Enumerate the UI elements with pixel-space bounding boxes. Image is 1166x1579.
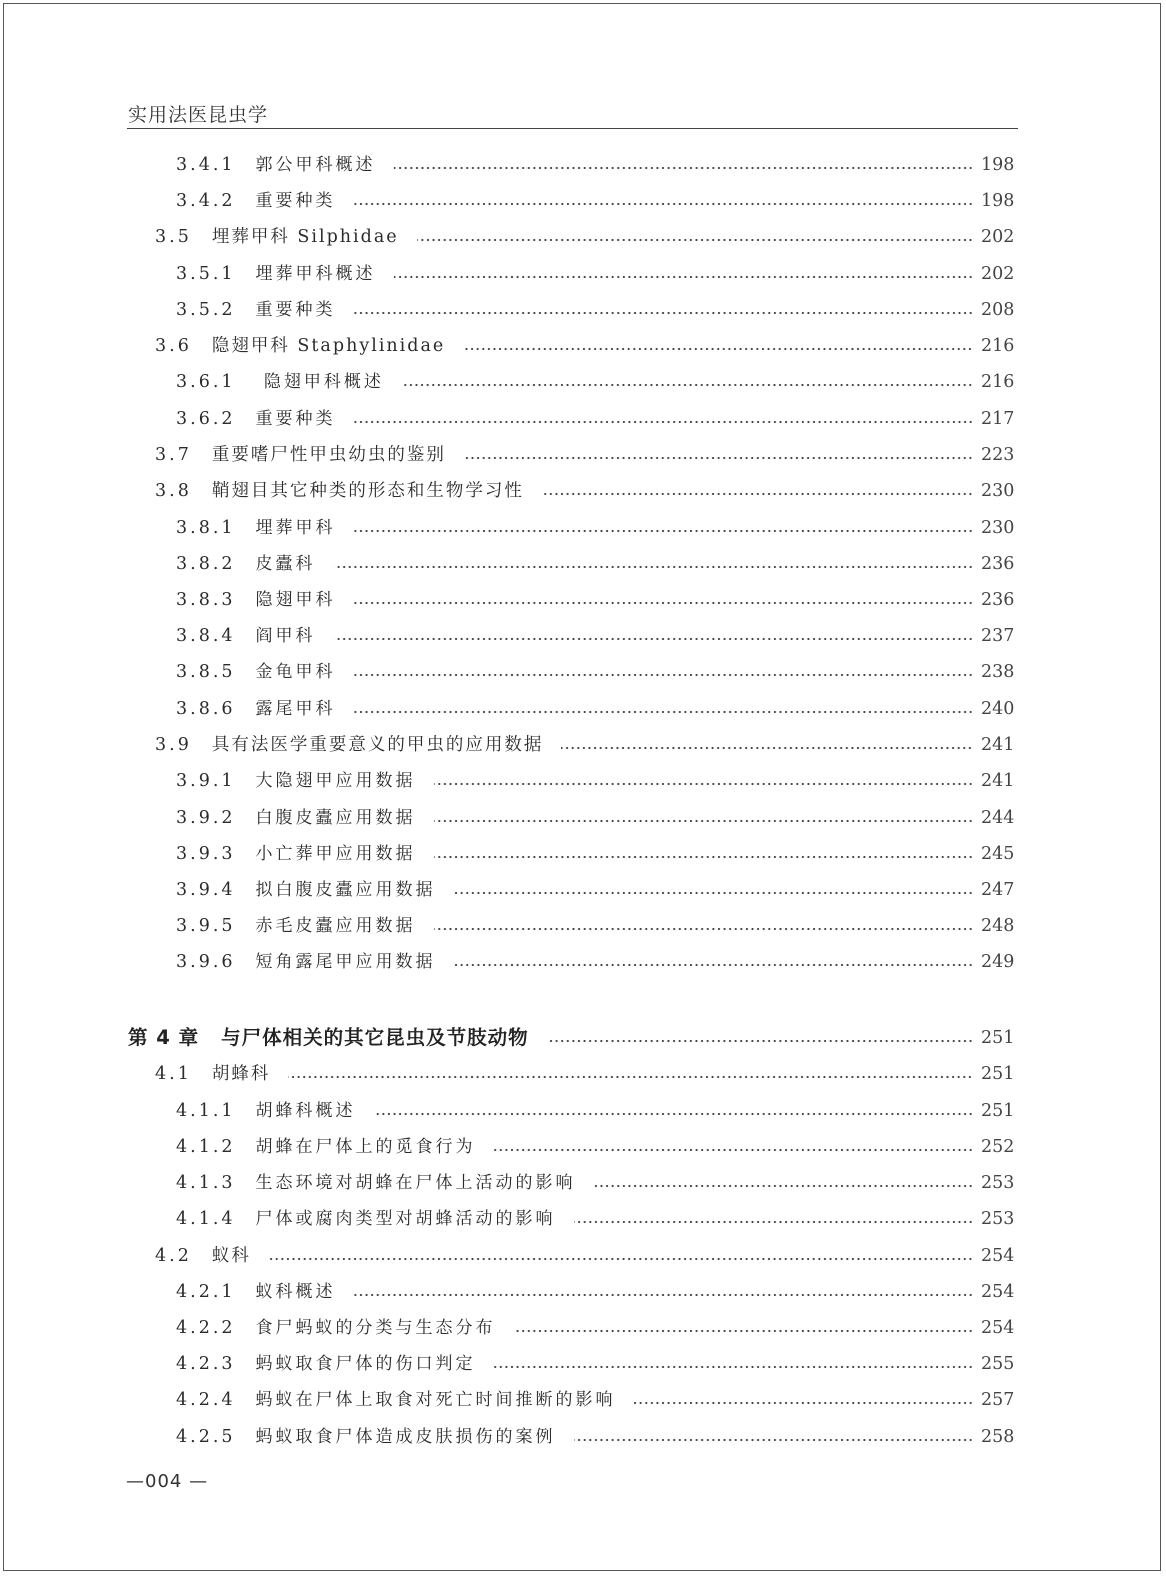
dot-leader <box>394 166 973 170</box>
toc-entry-title: 郭公甲科概述 <box>255 155 376 175</box>
toc-entry-number: 3.8 <box>155 481 192 501</box>
toc-entry-page: 253 <box>981 1173 1015 1193</box>
toc-entry-page: 216 <box>981 372 1015 392</box>
toc-entry[interactable] <box>176 878 1013 902</box>
toc-entry-title: 拟白腹皮蠹应用数据 <box>255 880 436 900</box>
toc-entry-title: 蚁科 <box>211 1246 251 1266</box>
toc-entry-title: 隐翅甲科 Staphylinidae <box>211 336 446 356</box>
toc-entry-number: 3.9.4 <box>176 880 236 900</box>
toc-entry[interactable] <box>155 1062 1013 1086</box>
dot-leader <box>434 927 973 931</box>
toc-entry[interactable] <box>176 1171 1013 1195</box>
toc-entry-page: 208 <box>981 300 1015 320</box>
toc-entry[interactable] <box>176 407 1013 431</box>
toc-entry-number: 3.8.3 <box>176 590 236 610</box>
toc-entry-number: 3.9.6 <box>176 952 236 972</box>
dot-leader <box>354 420 973 424</box>
toc-entry-number: 4.1 <box>155 1064 192 1084</box>
toc-entry-page: 237 <box>981 626 1015 646</box>
toc-entry-title: 蚂蚁取食尸体的伤口判定 <box>255 1354 476 1374</box>
running-head: 实用法医昆虫学 <box>128 104 269 126</box>
dot-leader <box>574 1220 973 1224</box>
toc-entry[interactable] <box>176 769 1013 793</box>
toc-entry-page: 249 <box>981 952 1015 972</box>
dot-leader <box>634 1401 973 1405</box>
toc-entry-page: 217 <box>981 409 1015 429</box>
toc-entry-number: 4.1.1 <box>176 1101 236 1121</box>
toc-entry-page: 251 <box>981 1028 1015 1048</box>
toc-entry[interactable] <box>176 660 1013 684</box>
dot-leader <box>354 1293 973 1297</box>
toc-entry[interactable] <box>155 334 1013 358</box>
header-rule <box>127 128 1018 129</box>
toc-entry-page: 241 <box>981 735 1015 755</box>
toc-entry-number: 3.9.3 <box>176 844 236 864</box>
toc-entry-number: 3.9 <box>155 735 192 755</box>
toc-entry-title: 尸体或腐肉类型对胡蜂活动的影响 <box>255 1209 556 1229</box>
toc-entry-page: 257 <box>981 1390 1015 1410</box>
toc-entry-title: 短角露尾甲应用数据 <box>255 952 436 972</box>
toc-entry-page: 245 <box>981 844 1015 864</box>
toc-entry[interactable] <box>176 189 1013 213</box>
dot-leader <box>494 1365 973 1369</box>
toc-entry[interactable] <box>176 842 1013 866</box>
toc-entry-title: 埋葬甲科 <box>255 518 336 538</box>
toc-entry-page: 251 <box>981 1064 1015 1084</box>
dot-leader <box>374 1112 973 1116</box>
toc-entry-number: 3.5 <box>155 227 192 247</box>
toc-entry-page: 254 <box>981 1318 1015 1338</box>
toc-entry-title: 食尸蚂蚁的分类与生态分布 <box>255 1318 496 1338</box>
dot-leader <box>464 456 973 460</box>
dot-leader <box>494 1148 973 1152</box>
toc-entry-number: 3.4.2 <box>176 191 236 211</box>
toc-entry[interactable] <box>176 1280 1013 1304</box>
toc-entry-title: 皮蠹科 <box>255 554 316 574</box>
dot-leader <box>454 963 973 967</box>
dot-leader <box>288 1075 973 1079</box>
toc-entry-page: 223 <box>981 445 1015 465</box>
toc-entry-number: 4.1.3 <box>176 1173 236 1193</box>
toc-entry-title: 白腹皮蠹应用数据 <box>255 808 416 828</box>
toc-entry[interactable] <box>176 1425 1013 1449</box>
dot-leader <box>594 1184 973 1188</box>
toc-entry[interactable] <box>176 262 1013 286</box>
toc-entry-number: 4.2 <box>155 1246 192 1266</box>
toc-entry[interactable] <box>176 1135 1013 1159</box>
toc-entry-title: 金龟甲科 <box>255 662 336 682</box>
dot-leader <box>542 492 973 496</box>
toc-entry[interactable] <box>176 516 1013 540</box>
toc-entry[interactable] <box>155 1244 1013 1268</box>
toc-entry-number: 3.5.2 <box>176 300 236 320</box>
toc-entry-page: 238 <box>981 662 1015 682</box>
toc-entry-page: 236 <box>981 590 1015 610</box>
toc-entry[interactable] <box>176 950 1013 974</box>
toc-entry-title: 大隐翅甲应用数据 <box>255 771 416 791</box>
toc-entry-number: 3.4.1 <box>176 155 236 175</box>
dot-leader <box>354 529 973 533</box>
toc-entry-title: 具有法医学重要意义的甲虫的应用数据 <box>211 735 544 755</box>
dot-leader <box>574 1438 973 1442</box>
dot-leader <box>354 601 973 605</box>
toc-entry-page: 230 <box>981 481 1015 501</box>
toc-chapter-entry[interactable] <box>128 1026 1013 1050</box>
toc-entry-page: 216 <box>981 336 1015 356</box>
dot-leader <box>334 565 973 569</box>
toc-entry-number: 3.8.1 <box>176 518 236 538</box>
toc-entry[interactable] <box>155 479 1013 503</box>
toc-entry-page: 202 <box>981 264 1015 284</box>
toc-entry[interactable] <box>155 443 1013 467</box>
dot-leader <box>454 891 973 895</box>
toc-entry-title: 蚁科概述 <box>255 1282 336 1302</box>
toc-entry[interactable] <box>155 733 1013 757</box>
dot-leader <box>547 1039 973 1043</box>
toc-entry[interactable] <box>176 624 1013 648</box>
dot-leader <box>354 673 973 677</box>
toc-entry-page: 254 <box>981 1282 1015 1302</box>
toc-entry-page: 247 <box>981 880 1015 900</box>
toc-entry-number: 3.9.1 <box>176 771 236 791</box>
toc-entry-number: 3.6.1 <box>176 372 236 392</box>
toc-entry-title: 露尾甲科 <box>255 699 336 719</box>
toc-entry-page: 253 <box>981 1209 1015 1229</box>
dot-leader <box>434 782 973 786</box>
dot-leader <box>463 347 973 351</box>
toc-entry[interactable] <box>176 370 1013 394</box>
toc-entry-title: 阎甲科 <box>255 626 316 646</box>
toc-entry[interactable] <box>176 552 1013 576</box>
toc-entry[interactable] <box>176 1352 1013 1376</box>
toc-entry-title: 胡蜂在尸体上的觅食行为 <box>255 1137 476 1157</box>
toc-entry-page: 240 <box>981 699 1015 719</box>
toc-entry-page: 258 <box>981 1427 1015 1447</box>
toc-entry[interactable] <box>176 914 1013 938</box>
toc-entry-number: 3.7 <box>155 445 192 465</box>
toc-entry-title: 重要种类 <box>255 191 336 211</box>
toc-entry[interactable] <box>176 806 1013 830</box>
toc-entry[interactable] <box>176 697 1013 721</box>
dot-leader <box>561 746 973 750</box>
toc-entry[interactable] <box>176 1388 1013 1412</box>
toc-entry-page: 198 <box>981 155 1015 175</box>
dot-leader <box>394 275 973 279</box>
toc-entry[interactable] <box>155 225 1013 249</box>
toc-entry-title: 小亡葬甲应用数据 <box>255 844 416 864</box>
dot-leader <box>334 637 973 641</box>
dot-leader <box>269 1257 973 1261</box>
toc-entry-title: 重要种类 <box>255 300 336 320</box>
toc-entry[interactable] <box>176 1099 1013 1123</box>
toc-entry[interactable] <box>176 1207 1013 1231</box>
toc-entry-title: 重要种类 <box>255 409 336 429</box>
dot-leader <box>354 311 973 315</box>
toc-entry-number: 3.8.6 <box>176 699 236 719</box>
dot-leader <box>354 202 973 206</box>
toc-entry-title: 隐翅甲科概述 <box>255 372 384 392</box>
toc-entry-number: 4.1.2 <box>176 1137 236 1157</box>
toc-entry-page: 248 <box>981 916 1015 936</box>
toc-entry-page: 255 <box>981 1354 1015 1374</box>
toc-entry-number: 4.2.1 <box>176 1282 236 1302</box>
toc-entry-number: 3.9.5 <box>176 916 236 936</box>
toc-entry-title: 埋葬甲科概述 <box>255 264 376 284</box>
toc-entry-page: 230 <box>981 518 1015 538</box>
dot-leader <box>354 710 973 714</box>
toc-entry-page: 254 <box>981 1246 1015 1266</box>
toc-entry-page: 198 <box>981 191 1015 211</box>
toc-entry-title: 胡蜂科概述 <box>255 1101 356 1121</box>
toc-entry-number: 4.2.4 <box>176 1390 236 1410</box>
toc-entry-title: 与尸体相关的其它昆虫及节肢动物 <box>221 1026 529 1049</box>
toc-entry-number: 3.8.5 <box>176 662 236 682</box>
toc-entry-number: 3.6 <box>155 336 192 356</box>
toc-entry-title: 埋葬甲科 Silphidae <box>211 227 399 247</box>
toc-entry-number: 3.9.2 <box>176 808 236 828</box>
toc-entry-title: 生态环境对胡蜂在尸体上活动的影响 <box>255 1173 576 1193</box>
dot-leader <box>514 1329 973 1333</box>
toc-entry-number: 4.2.3 <box>176 1354 236 1374</box>
toc-entry[interactable] <box>176 588 1013 612</box>
dot-leader <box>417 238 973 242</box>
toc-entry-title: 蚂蚁取食尸体造成皮肤损伤的案例 <box>255 1427 556 1447</box>
toc-entry-title: 重要嗜尸性甲虫幼虫的鉴别 <box>211 445 446 465</box>
toc-entry[interactable] <box>176 1316 1013 1340</box>
page-number: —004 — <box>126 1471 209 1492</box>
toc-entry-title: 蚂蚁在尸体上取食对死亡时间推断的影响 <box>255 1390 616 1410</box>
toc-entry-number: 3.6.2 <box>176 409 236 429</box>
toc-entry[interactable] <box>176 153 1013 177</box>
toc-entry-number: 3.8.2 <box>176 554 236 574</box>
toc-entry-page: 241 <box>981 771 1015 791</box>
dot-leader <box>434 855 973 859</box>
dot-leader <box>434 819 973 823</box>
toc-entry-number: 4.2.5 <box>176 1427 236 1447</box>
toc-entry-title: 胡蜂科 <box>211 1064 271 1084</box>
toc-entry[interactable] <box>176 298 1013 322</box>
toc-entry-page: 251 <box>981 1101 1015 1121</box>
toc-entry-page: 202 <box>981 227 1015 247</box>
toc-entry-title: 隐翅甲科 <box>255 590 336 610</box>
toc-entry-title: 鞘翅目其它种类的形态和生物学习性 <box>211 481 524 501</box>
toc-entry-title: 赤毛皮蠹应用数据 <box>255 916 416 936</box>
toc-entry-number: 4.2.2 <box>176 1318 236 1338</box>
toc-entry-page: 236 <box>981 554 1015 574</box>
page <box>3 3 1161 1571</box>
toc-entry-page: 244 <box>981 808 1015 828</box>
toc-entry-number: 第 4 章 <box>128 1026 200 1049</box>
toc-entry-number: 3.5.1 <box>176 264 236 284</box>
toc-entry-page: 252 <box>981 1137 1015 1157</box>
toc-entry-number: 3.8.4 <box>176 626 236 646</box>
toc-entry-number: 4.1.4 <box>176 1209 236 1229</box>
dot-leader <box>402 383 973 387</box>
